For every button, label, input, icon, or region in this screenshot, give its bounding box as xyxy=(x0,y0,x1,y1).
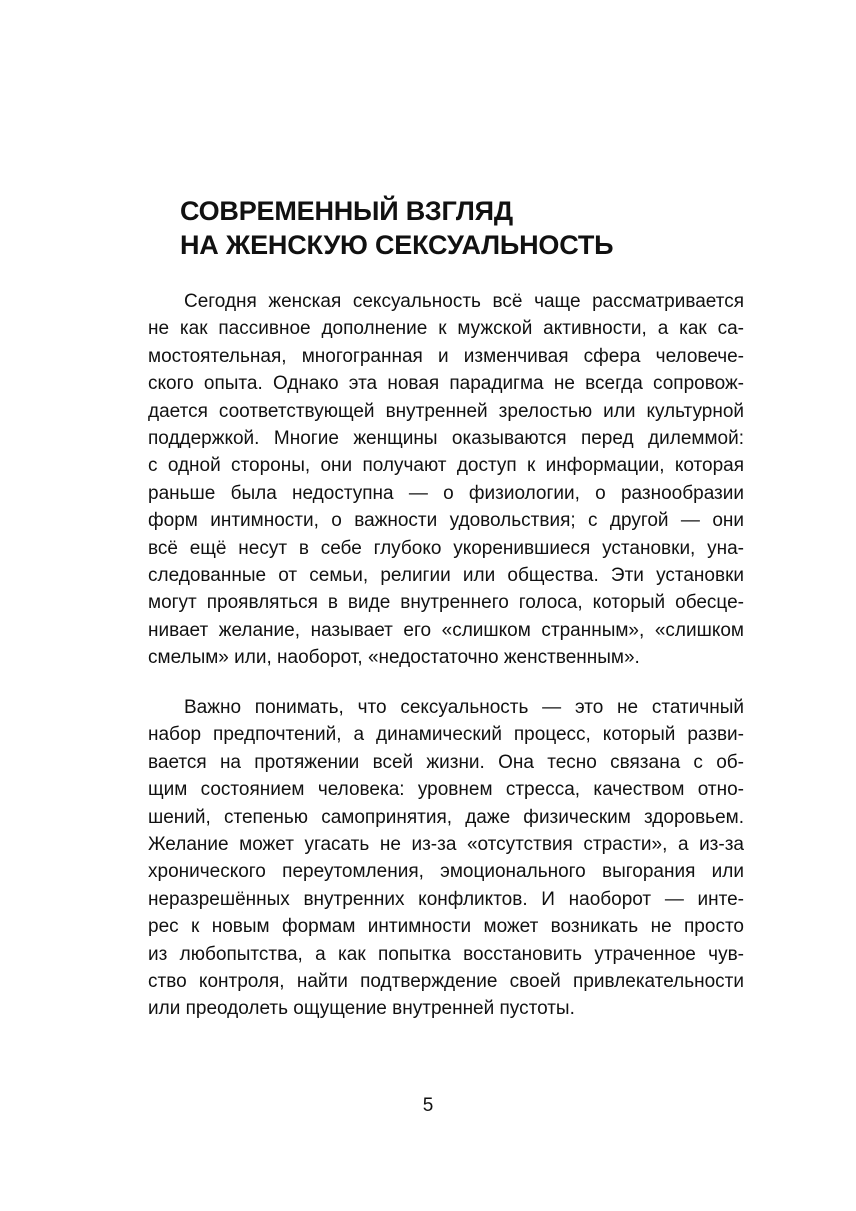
text-line: Сегодня женская сексуальность всё чаще рассматривается xyxy=(184,291,744,312)
chapter-heading xyxy=(180,194,780,262)
text-line: поддержкой. Многие женщины оказываются перед дилеммой: xyxy=(148,427,744,449)
page-number: 5 xyxy=(422,1095,434,1116)
text-line: щим состоянием человека: уровнем стресса, качеством отно- xyxy=(148,779,744,801)
text-line: ство контроля, найти подтверждение своей привлекательности xyxy=(148,970,744,992)
text-line: или преодолеть ощущение внутренней пустоты. xyxy=(148,998,575,1020)
text-line: хронического переутомления, эмоционального выгорания или xyxy=(148,861,744,883)
paragraph-1 xyxy=(148,288,744,671)
chapter-heading-line-1: СОВРЕМЕННЫЙ ВЗГЛЯД xyxy=(180,196,513,226)
paragraph-2 xyxy=(148,694,744,1023)
text-line: из любопытства, а как попытка восстановить утраченное чув- xyxy=(148,943,744,965)
text-line: с одной стороны, они получают доступ к информации, которая xyxy=(148,455,744,477)
text-line: всё ещё несут в себе глубоко укоренившиеся установки, уна- xyxy=(148,537,744,559)
text-line: шений, степенью самопринятия, даже физическим здоровьем. xyxy=(148,806,744,828)
text-line: вается на протяжении всей жизни. Она тесно связана с об- xyxy=(148,751,744,773)
chapter-heading-line-2: НА ЖЕНСКУЮ СЕКСУАЛЬНОСТЬ xyxy=(180,230,614,260)
text-line: мостоятельная, многогранная и изменчивая сфера человече- xyxy=(148,345,744,367)
text-line: следованные от семьи, религии или общества. Эти установки xyxy=(148,564,744,586)
text-line: набор предпочтений, а динамический процесс, который разви- xyxy=(148,724,744,746)
text-line: ского опыта. Однако эта новая парадигма не всегда сопровож- xyxy=(148,373,744,395)
text-line: Желание может угасать не из-за «отсутствия страсти», а из-за xyxy=(148,833,744,855)
text-line: могут проявляться в виде внутреннего голоса, который обесце- xyxy=(148,592,744,614)
text-line: раньше была недоступна — о физиологии, о разнообразии xyxy=(148,482,744,504)
text-line: форм интимности, о важности удовольствия; с другой — они xyxy=(148,510,744,532)
text-line: Важно понимать, что сексуальность — это не статичный xyxy=(184,697,744,718)
text-line: дается соответствующей внутренней зрелостью или культурной xyxy=(148,400,744,422)
text-line: нивает желание, называет его «слишком странным», «слишком xyxy=(148,619,744,641)
text-line: смелым» или, наоборот, «недостаточно женственным». xyxy=(148,647,640,669)
text-line: не как пассивное дополнение к мужской активности, а как са- xyxy=(148,318,744,340)
text-line: неразрешённых внутренних конфликтов. И наоборот — инте- xyxy=(148,888,744,910)
text-line: рес к новым формам интимности может возникать не просто xyxy=(148,916,744,938)
